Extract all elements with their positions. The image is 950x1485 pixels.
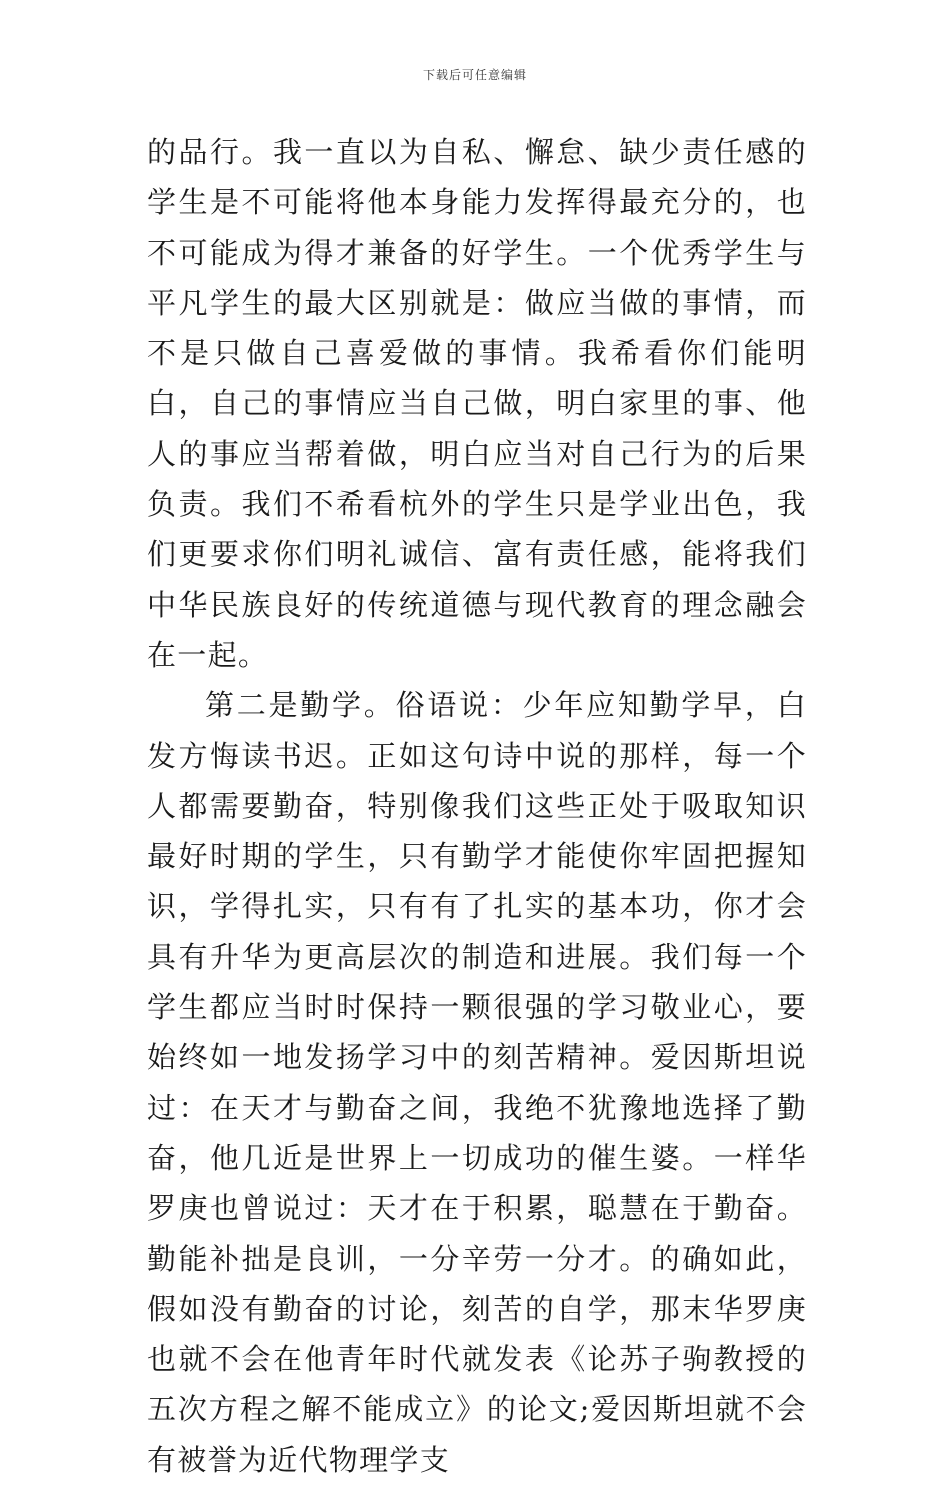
document-body: [147, 127, 807, 1485]
header-note: 下载后可任意编辑: [422, 68, 527, 82]
paragraph-2: 第二是勤学。俗语说：少年应知勤学早，白发方悔读书迟。正如这句诗中说的那样，每一个人都需要勤奋，特别像我们这些正处于吸取知识最好时期的学生，只有勤学才能使你牢固把握知识，学得扎实，只有有了扎实的基本功，你才会具有升华为更高层次的制造和进展。我们每一个学生都应当时时保持一颗很强的学习敬业心，要始终如一地发扬学习中的刻苦精神。爱因斯坦说过：在天才与勤奋之间，我绝不犹豫地选择了勤奋，他几近是世界上一切成功的催生婆。一样华罗庚也曾说过：天才在于积累，聪慧在于勤奋。勤能补拙是良训，一分辛劳一分才。的确如此，假如没有勤奋的讨论，刻苦的自学，那末华罗庚也就不会在他青年时代就发表《论苏子驹教授的五次方程之解不能成立》的论文;爱因斯坦就不会有被誉为近代物理学支: [147, 688, 807, 1477]
paragraph-1: 的品行。我一直以为自私、懈怠、缺少责任感的学生是不可能将他本身能力发挥得最充分的，也不可能成为得才兼备的好学生。一个优秀学生与平凡学生的最大区别就是：做应当做的事情，而不是只做自己喜爱做的事情。我希看你们能明白，自己的事情应当自己做，明白家里的事、他人的事应当帮着做，明白应当对自己行为的后果负责。我们不希看杭外的学生只是学业出色，我们更要求你们明礼诚信、富有责任感，能将我们中华民族良好的传统道德与现代教育的理念融会在一起。: [147, 135, 807, 672]
